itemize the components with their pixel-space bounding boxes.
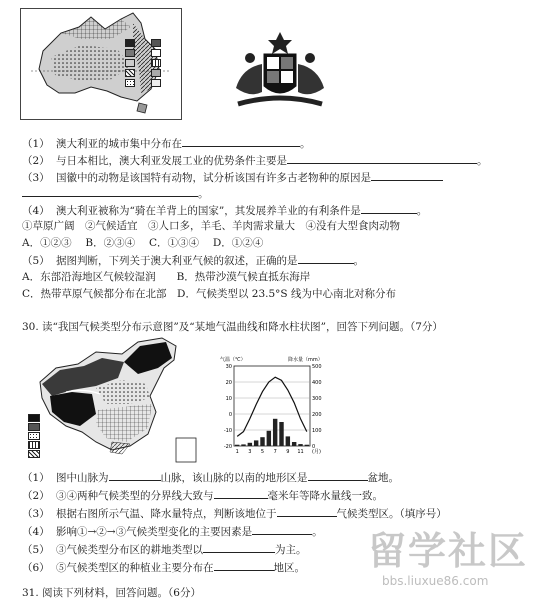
question-text: ⑤气候类型区的种植业主要分布在 <box>56 562 214 574</box>
legend-swatch <box>28 414 40 422</box>
y-tick-right: 100 <box>312 428 322 434</box>
question-number: （4） <box>22 205 50 217</box>
y-tick-left: 20 <box>225 380 232 386</box>
q1-item-3-cont <box>22 186 209 201</box>
answer-blank[interactable] <box>308 470 368 481</box>
answer-blank[interactable] <box>182 136 300 147</box>
question-text: 澳大利亚被称为“骑在羊背上的国家”，其发展养羊业的有利条件是 <box>56 205 361 217</box>
legend-swatch <box>151 69 161 77</box>
x-tick: 1 <box>235 449 239 455</box>
q30-title <box>22 320 443 334</box>
answer-blank[interactable] <box>214 488 268 499</box>
question-text: 根据右图所示气温、降水量特点，判断该地位于 <box>56 508 277 520</box>
climate-chart <box>212 352 332 462</box>
punctuation: 。 <box>416 205 428 217</box>
x-tick: 7 <box>273 449 277 455</box>
question-number: （2） <box>22 490 50 502</box>
question-text: 为主。 <box>275 544 307 556</box>
y-tick-left: 30 <box>225 364 232 370</box>
legend-swatch <box>151 79 161 87</box>
precip-bar <box>279 422 283 446</box>
question-text: 图中山脉为 <box>56 472 109 484</box>
precip-bar <box>286 436 290 446</box>
q1-item-1 <box>22 136 311 151</box>
question-text: 澳大利亚的城市集中分布在 <box>56 138 182 150</box>
precip-bar <box>248 443 252 446</box>
legend-swatch <box>151 39 161 47</box>
question-number: （4） <box>22 526 50 538</box>
x-tick: 9 <box>286 449 290 455</box>
q30-item-6 <box>22 560 305 575</box>
answer-blank[interactable] <box>22 186 198 197</box>
legend-swatch <box>125 79 135 87</box>
precip-bar <box>305 445 309 446</box>
question-text: ③④两种气候类型的分界线大致与 <box>56 490 214 502</box>
question-text: 据图判断，下列关于澳大利亚气候的叙述，正确的是 <box>56 255 298 267</box>
answer-blank[interactable] <box>371 170 443 181</box>
punctuation: 。 <box>353 255 364 267</box>
question-number: （5） <box>22 544 50 556</box>
answer-options: A．①②③ B．②③④ C．①③④ D．①②④ <box>22 237 264 249</box>
y-axis-label-right: 降水量（mm） <box>288 357 323 363</box>
question-number: （1） <box>22 472 50 484</box>
question-number: （6） <box>22 562 50 574</box>
question-title: 31. 阅读下列材料，回答问题。（6分） <box>22 587 201 599</box>
precip-bar <box>241 444 245 446</box>
legend-swatch <box>125 49 135 57</box>
x-tick: 3 <box>248 449 252 455</box>
answer-blank[interactable] <box>287 153 477 164</box>
q1-item-4 <box>22 203 427 218</box>
question-number: （5） <box>22 255 50 267</box>
y-tick-right: 400 <box>312 380 322 386</box>
q30-item-1 <box>22 470 399 485</box>
precip-bar <box>260 437 264 446</box>
legend-swatch <box>28 423 40 431</box>
answer-blank[interactable] <box>109 470 161 481</box>
legend-swatch <box>28 441 40 449</box>
answer-blank[interactable] <box>277 506 337 517</box>
question-text: 气候类型区。（填序号） <box>336 508 447 520</box>
q30-item-3 <box>22 506 447 521</box>
answer-blank[interactable] <box>214 560 274 571</box>
q31-title <box>22 586 201 600</box>
china-climate-map <box>26 334 204 466</box>
legend-swatch <box>28 432 40 440</box>
punctuation: 。 <box>300 138 311 150</box>
q1-item-5 <box>22 253 364 268</box>
australia-climate-map <box>20 8 182 120</box>
question-text: 。 <box>312 526 323 538</box>
question-text: 盆地。 <box>367 472 399 484</box>
q1-item-3 <box>22 170 443 185</box>
question-number: （3） <box>22 508 50 520</box>
legend-swatch <box>151 49 161 57</box>
coat-of-arms-image <box>232 28 328 112</box>
map-legend <box>125 39 177 115</box>
answer-blank[interactable] <box>252 524 312 535</box>
y-tick-left: 10 <box>225 396 232 402</box>
watermark-url: bbs.liuxue86.com <box>382 574 489 588</box>
answer-options: C．热带草原气候都分布在北部 D．气候类型以 23.5°S 线为中心南北对称分布 <box>22 288 396 300</box>
x-tick: 5 <box>260 449 265 455</box>
climate-chart-svg <box>212 352 332 462</box>
q1-item-5-options-cd <box>22 287 396 301</box>
y-tick-left: -10 <box>223 428 232 434</box>
q1-item-2 <box>22 153 488 168</box>
x-tick: (月) <box>312 449 321 455</box>
legend-swatch <box>125 59 135 67</box>
question-text: 毫米年等降水量线一致。 <box>267 490 383 502</box>
question-number: （3） <box>22 172 50 184</box>
question-number: （1） <box>22 138 50 150</box>
q1-item-4-statements <box>22 219 400 233</box>
statement-list: ①草原广阔 ②气候适宜 ③人口多，羊毛、羊肉需求量大 ④没有大型食肉动物 <box>22 220 400 232</box>
question-text: 与日本相比，澳大利亚发展工业的优势条件主要是 <box>56 155 287 167</box>
y-tick-left: 0 <box>228 412 232 418</box>
question-text: ③气候类型分布区的耕地类型以 <box>56 544 203 556</box>
y-tick-right: 0 <box>312 444 316 450</box>
answer-blank[interactable] <box>361 203 417 214</box>
punctuation: 。 <box>477 155 488 167</box>
question-text: 影响①→②→③气候类型变化的主要因素是 <box>56 526 253 538</box>
question-title: 30. 读“我国气候类型分布示意图”及“某地气温曲线和降水柱状图”，回答下列问题。（7分） <box>22 321 443 333</box>
precip-bar <box>235 445 239 446</box>
question-text: 山脉，该山脉的以南的地形区是 <box>160 472 308 484</box>
q30-item-2 <box>22 488 383 503</box>
y-axis-label-left: 气温（℃） <box>220 357 246 363</box>
question-number: （2） <box>22 155 50 167</box>
precip-bar <box>267 431 271 446</box>
y-tick-right: 300 <box>312 396 322 402</box>
legend-swatch <box>28 450 40 458</box>
y-tick-left: -20 <box>223 444 232 450</box>
q1-item-4-options <box>22 236 263 250</box>
map-legend <box>28 414 62 458</box>
answer-blank[interactable] <box>203 542 275 553</box>
x-tick: 11 <box>297 449 304 455</box>
question-text: 地区。 <box>273 562 305 574</box>
answer-blank[interactable] <box>298 253 354 264</box>
q30-item-4 <box>22 524 323 539</box>
precip-bar <box>292 442 296 446</box>
plot-frame <box>234 366 310 446</box>
precip-bar <box>273 419 277 446</box>
coat-of-arms-svg <box>232 28 328 112</box>
precip-bar <box>298 444 302 446</box>
watermark-logo: 留学社区 <box>368 529 529 573</box>
q30-item-5 <box>22 542 307 557</box>
answer-options: A．东部沿海地区气候较湿润 B．热带沙漠气候直抵东海岸 <box>22 271 311 283</box>
legend-swatch <box>125 39 135 47</box>
precip-bar <box>254 440 258 446</box>
q1-item-5-options-ab <box>22 270 310 284</box>
y-tick-right: 200 <box>312 412 322 418</box>
legend-swatch <box>151 59 161 67</box>
question-text: 国徽中的动物是该国特有动物，试分析该国有许多古老物种的原因是 <box>56 172 371 184</box>
legend-swatch <box>125 69 135 77</box>
punctuation: 。 <box>198 188 209 200</box>
y-tick-right: 500 <box>312 364 322 370</box>
